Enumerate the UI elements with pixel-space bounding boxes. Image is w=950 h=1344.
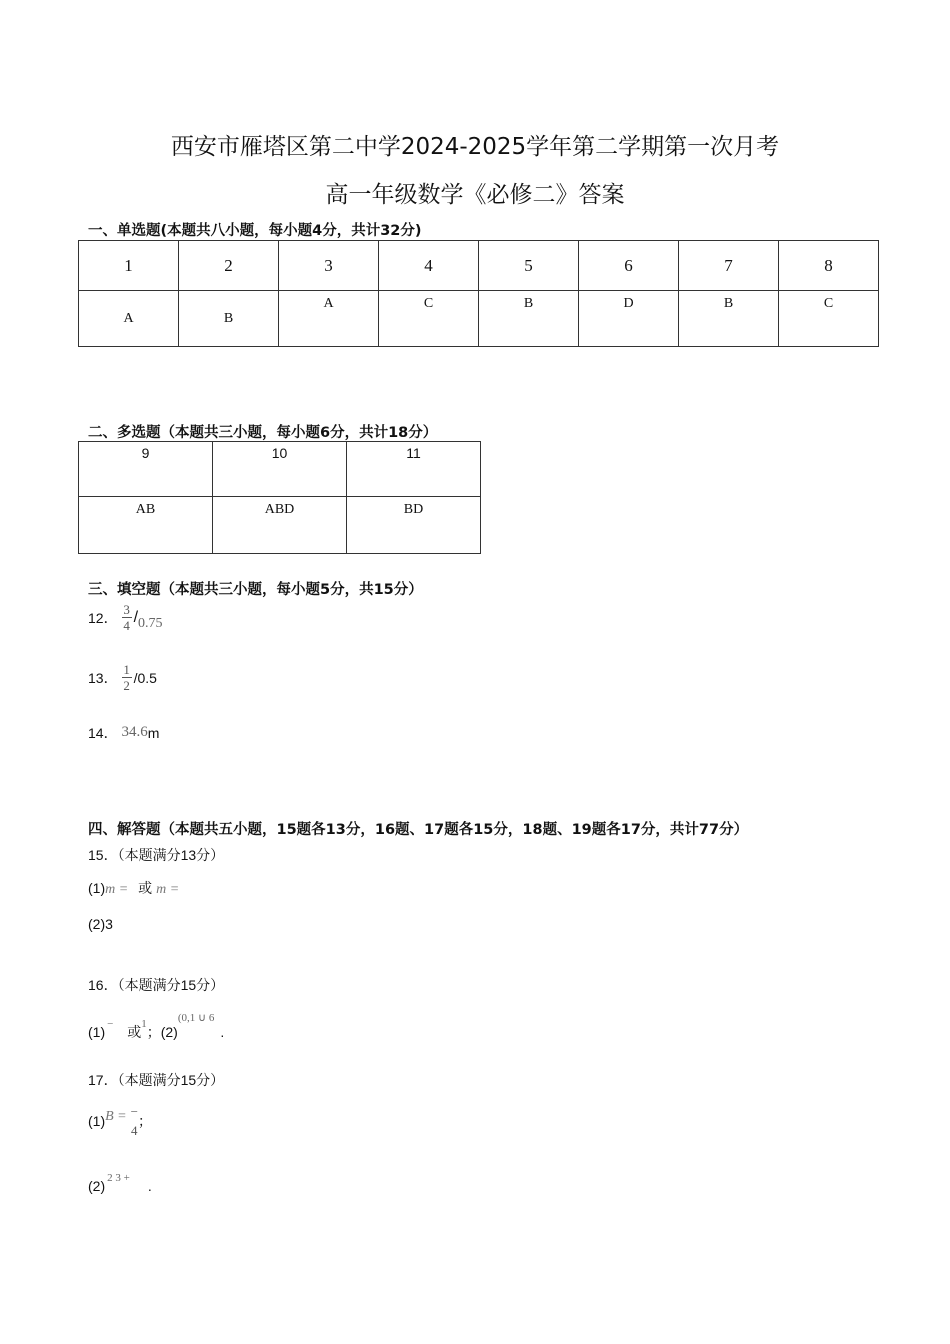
or-text: 或 [138, 880, 153, 896]
fraction [131, 1104, 138, 1138]
q-answer: C [379, 291, 479, 347]
single-choice-table [78, 240, 879, 347]
q17-part1 [88, 1104, 152, 1138]
q17-part2 [88, 1166, 152, 1196]
answer-label: 14． [88, 725, 118, 741]
title-line-2: 高一年级数学《必修二》答案 [325, 182, 625, 208]
end-punct: . [220, 1024, 225, 1040]
decimal-value: /0.5 [133, 669, 157, 686]
q-number: 3 [279, 241, 379, 291]
multi-choice-table [78, 441, 481, 554]
q-answer: BD [347, 497, 481, 554]
math-expr: B = [105, 1109, 127, 1124]
denominator: 4 [123, 618, 130, 633]
answer-label: 12． [88, 609, 118, 626]
q-answer: B [479, 291, 579, 347]
end-punct: ； [137, 1113, 152, 1129]
q16-answer [88, 1012, 224, 1042]
section-1-heading: 一、单选题(本题共八小题，每小题4分，共计32分) [88, 223, 422, 239]
q-number: 1 [79, 241, 179, 291]
q-answer: AB [79, 497, 213, 554]
q-answer: B [679, 291, 779, 347]
q-answer: D [579, 291, 679, 347]
math-expr: − [107, 1018, 114, 1030]
q17-label: 17．（本题满分15分） [88, 1072, 225, 1088]
math-expr: 1 [141, 1018, 147, 1030]
q-number: 2 [179, 241, 279, 291]
q16-label: 16．（本题满分15分） [88, 977, 225, 993]
end-punct: . [147, 1178, 152, 1194]
title-line-1: 西安市雁塔区第二中学2024-2025学年第二学期第一次月考 [170, 134, 780, 160]
q-answer: A [279, 291, 379, 347]
q15-part1 [88, 878, 179, 898]
answer-14 [88, 723, 159, 743]
numerator: 1 [123, 662, 130, 677]
denominator: 4 [131, 1123, 138, 1138]
answer-13 [88, 662, 157, 693]
q-number: 10 [213, 442, 347, 497]
answer-label: 13． [88, 669, 118, 686]
q-number: 7 [679, 241, 779, 291]
section-2-heading: 二、多选题（本题共三小题，每小题6分，共计18分） [88, 425, 438, 441]
fraction [122, 602, 132, 633]
q-number: 4 [379, 241, 479, 291]
slash: / [133, 608, 139, 626]
part-prefix: (1) [88, 1113, 106, 1129]
q-number: 6 [579, 241, 679, 291]
q-number: 9 [79, 442, 213, 497]
part-prefix: ；(2) [146, 1024, 178, 1040]
part-prefix: (1) [88, 1024, 106, 1040]
answer-12 [88, 602, 163, 633]
fraction [122, 662, 132, 693]
math-expr: m = [156, 882, 180, 897]
part-prefix: (2) [88, 1178, 106, 1194]
or-text: 或 [127, 1024, 142, 1040]
q-answer: ABD [213, 497, 347, 554]
section-4-heading: 四、解答题（本题共五小题，15题各13分，16题、17题各15分，18题、19题各17分，共计77分） [88, 822, 749, 838]
q-number: 8 [779, 241, 879, 291]
answer-value: 34.6 [121, 724, 148, 740]
q-answer: B [179, 291, 279, 347]
section-3-heading: 三、填空题（本题共三小题，每小题5分，共15分） [88, 582, 423, 598]
q-answer: C [779, 291, 879, 347]
q15-label: 15．（本题满分13分） [88, 847, 225, 863]
part-prefix: (1) [88, 880, 106, 896]
answer-unit: m [147, 725, 160, 741]
q-answer: A [79, 291, 179, 347]
math-expr: (0,1 ∪ 6 [177, 1012, 215, 1024]
math-expr: m = [105, 882, 129, 897]
q15-part2: (2)3 [88, 916, 113, 932]
decimal-value: 0.75 [138, 615, 163, 631]
numerator: − [130, 1104, 138, 1119]
numerator: 3 [123, 602, 130, 617]
denominator: 2 [123, 678, 130, 693]
q-number: 11 [347, 442, 481, 497]
math-expr: 2 3 + [107, 1172, 130, 1184]
q-number: 5 [479, 241, 579, 291]
